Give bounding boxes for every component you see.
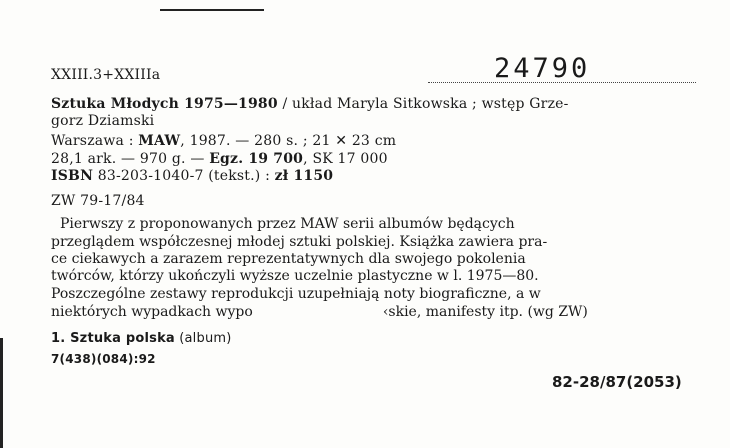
abstract-last-left: niektórych wypadkach wypo — [51, 304, 253, 320]
abstract-last-right: ‹skie, manifesty itp. (wg ZW) — [382, 304, 588, 320]
isbn-value: 83-203-1040-7 (tekst.) : — [93, 168, 275, 184]
imprint-place: Warszawa : — [51, 133, 139, 149]
isbn-label: ISBN — [51, 168, 94, 184]
document-number: 82-28/87(2053) — [552, 373, 682, 391]
imprint-details: , 1987. — 280 s. ; 21 ✕ 23 cm — [180, 133, 397, 149]
publisher: MAW — [138, 133, 181, 149]
abstract-line: ce ciekawych a zarazem reprezentatywnych dla swojego pokolenia — [51, 251, 526, 267]
title: Sztuka Młodych 1975—1980 — [51, 96, 278, 112]
title-line-2: gorz Dziamski — [51, 113, 155, 129]
subject-qualifier: (album) — [174, 331, 232, 346]
abstract-line: Pierwszy z proponowanych przez MAW serii albumów będących — [60, 216, 515, 232]
left-margin-rule — [0, 338, 3, 448]
abstract-line: przeglądem współczesnej młodej sztuki polskiej. Książka zawiera pra- — [51, 234, 548, 250]
accession-number: 24790 — [494, 53, 591, 84]
subject-term: 1. Sztuka polska — [51, 331, 175, 346]
subject-heading — [51, 331, 232, 347]
zw-number: ZW 79-17/84 — [51, 193, 145, 209]
udc-code: 7(438)(084):92 — [51, 352, 156, 366]
call-number: XXIII.3+XXIIIa — [51, 67, 161, 83]
isbn-line — [51, 168, 333, 184]
abstract-line: Poszczególne zestawy reprodukcji uzupełniają noty biograficzne, a w — [51, 286, 541, 302]
responsibility: / układ Maryla Sitkowska ; wstęp Grze- — [277, 96, 569, 112]
physical-line — [51, 151, 388, 167]
price: zł 1150 — [274, 168, 334, 184]
imprint-line — [51, 133, 396, 149]
title-line — [51, 96, 569, 112]
copies-count: Egz. 19 700 — [209, 151, 304, 167]
physical-description: 28,1 ark. — 970 g. — — [51, 151, 210, 167]
abstract-line-last — [51, 304, 588, 320]
top-rule — [160, 9, 264, 11]
copies-sk: , SK 17 000 — [303, 151, 388, 167]
abstract-line: twórców, którzy ukończyli wyższe uczelnie plastyczne w l. 1975—80. — [51, 268, 539, 284]
